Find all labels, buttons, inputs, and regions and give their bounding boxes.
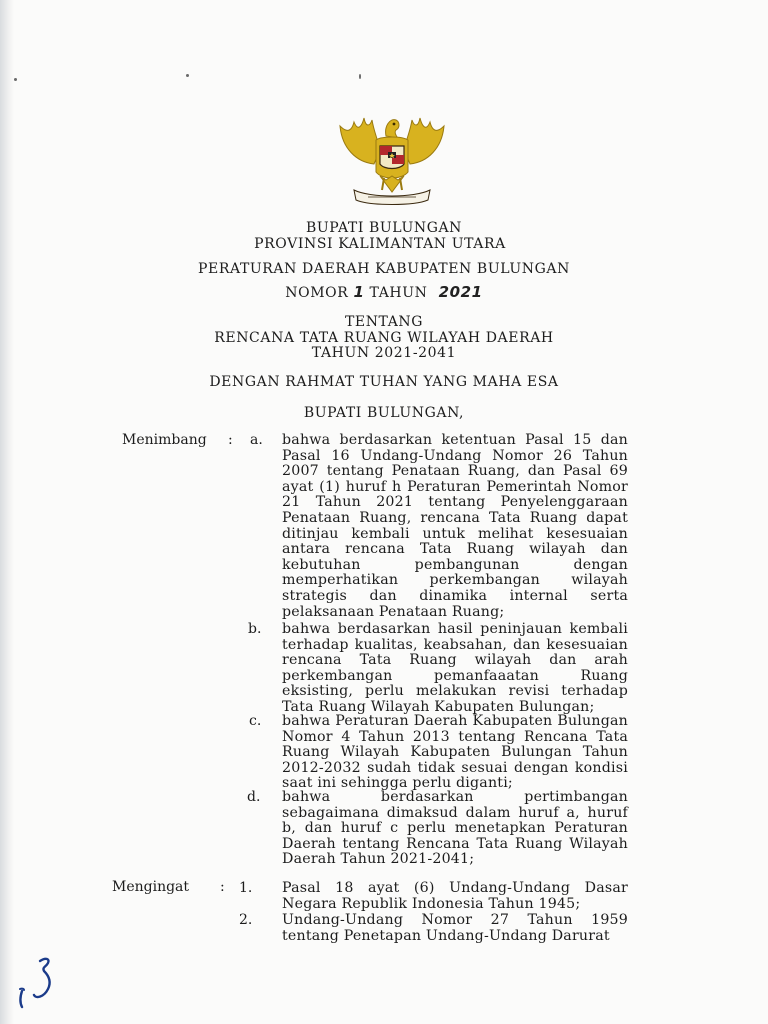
- menimbang-marker-b: b.: [248, 621, 262, 637]
- menimbang-item-d: bahwa berdasarkan pertimbangan sebagaimana dimaksud dalam huruf a, huruf b, dan huruf c perlu menetapkan Peraturan Daerah tentang Rencana Tata Ruang Wilayah Daerah Tahun 2021-2041;: [282, 789, 628, 868]
- subject-line1: RENCANA TATA RUANG WILAYAH DAERAH: [214, 330, 554, 346]
- mengingat-marker-1: 1.: [239, 880, 253, 896]
- header-title-line2: PROVINSI KALIMANTAN UTARA: [254, 236, 506, 252]
- handwritten-margin-mark-icon: [14, 955, 62, 1011]
- header-title-line1: BUPATI BULUNGAN: [305, 220, 463, 236]
- menimbang-marker-d: d.: [247, 789, 261, 805]
- mengingat-colon: :: [220, 879, 225, 895]
- year-label: TAHUN: [369, 285, 428, 301]
- menimbang-label: Menimbang: [122, 432, 207, 448]
- year-handwritten: 2021: [438, 283, 483, 301]
- scan-speck: [14, 78, 17, 81]
- menimbang-colon: :: [228, 432, 233, 448]
- invocation: DENGAN RAHMAT TUHAN YANG MAHA ESA: [209, 374, 559, 390]
- about-label: TENTANG: [344, 314, 424, 330]
- garuda-pancasila-emblem-icon: [334, 106, 450, 208]
- subject-line2: TAHUN 2021-2041: [311, 345, 457, 361]
- menimbang-item-a: bahwa berdasarkan ketentuan Pasal 15 dan Pasal 16 Undang-Undang Nomor 26 Tahun 2007 tentang Penataan Ruang, dan Pasal 69 ayat (1) huruf h Peraturan Pemerintah Nomor 21 Tahun 2021 tentang Penyelenggaraan Penataan Ruang, rencana Tata Ruang dapat ditinjau kembali untuk melihat kesesuaian antara rencana Tata Ruang wilayah dan kebutuhan pembangunan dengan memperhatikan perkembangan wilayah strategis dan dinamika internal serta pelaksanaan Penataan Ruang;: [282, 432, 628, 620]
- scan-speck: [186, 74, 189, 77]
- mengingat-label: Mengingat: [112, 879, 190, 895]
- menimbang-marker-a: a.: [250, 432, 263, 448]
- regulation-number-line: [0, 283, 768, 301]
- enactor: BUPATI BULUNGAN,: [303, 405, 465, 421]
- scan-binding-edge: [0, 0, 14, 1024]
- menimbang-item-b: bahwa berdasarkan hasil peninjauan kembali terhadap kualitas, keabsahan, dan kesesuaian rencana Tata Ruang wilayah dan arah perkembangan pemanfaaatan Ruang eksisting, perlu melakukan revisi terhadap Tata Ruang Wilayah Kabupaten Bulungan;: [282, 621, 628, 715]
- scan-speck: [359, 74, 361, 79]
- number-handwritten: 1: [353, 283, 365, 301]
- mengingat-item-1: Pasal 18 ayat (6) Undang-Undang Dasar Negara Republik Indonesia Tahun 1945;: [282, 880, 628, 912]
- menimbang-marker-c: c.: [249, 713, 262, 729]
- regulation-type: PERATURAN DAERAH KABUPATEN BULUNGAN: [198, 261, 570, 277]
- number-label: NOMOR: [285, 285, 349, 301]
- mengingat-item-2: Undang-Undang Nomor 27 Tahun 1959 tentang Penetapan Undang-Undang Darurat: [282, 912, 628, 944]
- mengingat-marker-2: 2.: [239, 912, 253, 928]
- menimbang-item-c: bahwa Peraturan Daerah Kabupaten Bulungan Nomor 4 Tahun 2013 tentang Rencana Tata Ruang Wilayah Kabupaten Bulungan Tahun 2012-2032 sudah tidak sesuai dengan kondisi saat ini sehingga perlu diganti;: [282, 713, 628, 792]
